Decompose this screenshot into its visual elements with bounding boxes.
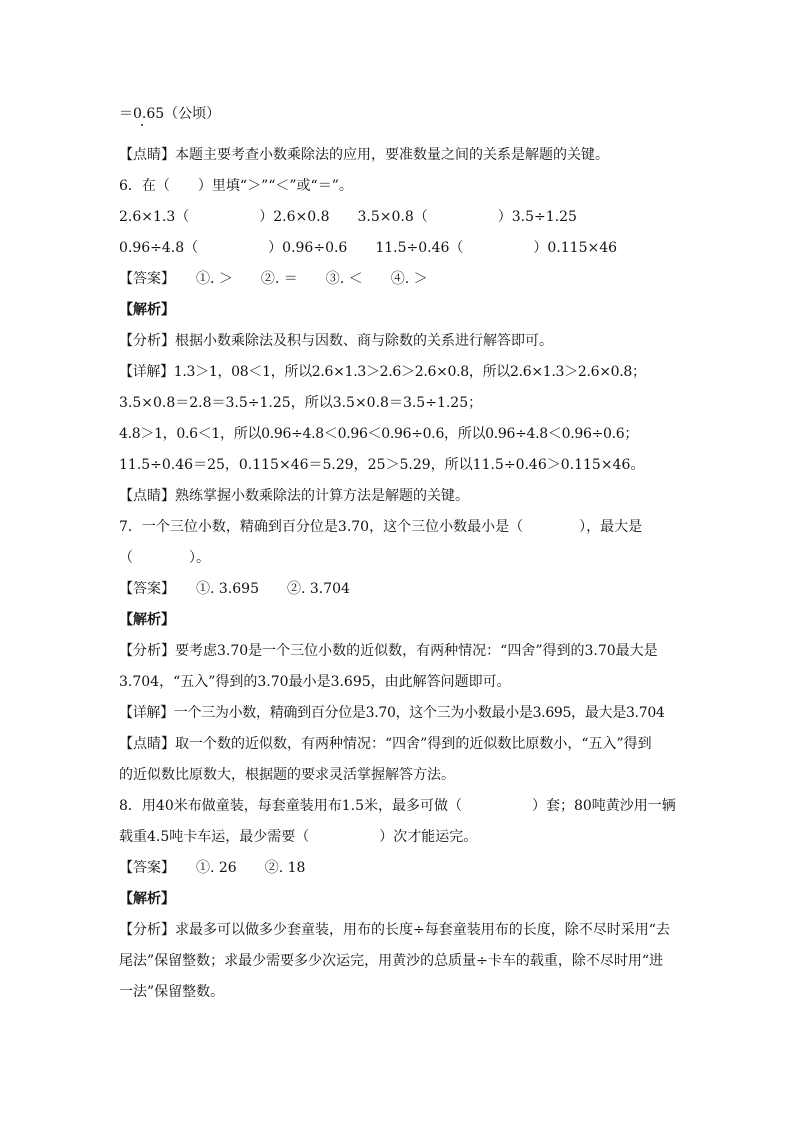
- line-key-point: 【点睛】本题主要考查小数乘除法的应用，要准数量之间的关系是解题的关键。: [119, 147, 609, 163]
- line-result: ＝0.65（公顷）: [119, 106, 221, 122]
- line-q8-analysis-1: 【分析】求最多可以做多少套童装，用布的长度÷每套童装用布的长度，除不尽时采用“去: [119, 922, 670, 938]
- line-q6-detail-2: 3.5×0.8＝2.8＝3.5÷1.25，所以3.5×0.8＝3.5÷1.25；: [119, 395, 483, 411]
- line-q7-analysis-1: 【分析】要考虑3.70是一个三位小数的近似数，有两种情况：“四舍”得到的3.70最大是: [119, 643, 658, 659]
- line-question-8: 8．用40米布做童装，每套童装用布1.5米，最多可做（ ）套；80吨黄沙用一辆: [119, 798, 676, 814]
- line-question-6: 6．在（ ）里填“＞”“＜”或“＝”。: [119, 178, 353, 194]
- line-q6-detail-4: 11.5÷0.46＝25，0.115×46＝5.29，25＞5.29，所以11.5÷0.46＞0.115×46。: [119, 457, 645, 473]
- line-q6-row-1: 2.6×1.3（ ）2.6×0.8 3.5×0.8（ ）3.5÷1.25: [119, 209, 577, 225]
- line-q6-key-point: 【点睛】熟练掌握小数乘除法的计算方法是解题的关键。: [119, 488, 469, 504]
- line-q8-analysis-heading: 【解析】: [119, 891, 175, 907]
- line-q7-analysis-heading: 【解析】: [119, 612, 175, 628]
- line-q6-detail-3: 4.8＞1，0.6＜1，所以0.96÷4.8＜0.96＜0.96÷0.6，所以0.96÷4.8＜0.96÷0.6；: [119, 426, 639, 442]
- line-q6-row-2: 0.96÷4.8（ ）0.96÷0.6 11.5÷0.46（ ）0.115×46: [119, 240, 618, 256]
- line-q8-analysis-3: 一法”保留整数。: [119, 984, 225, 1000]
- line-question-8-cont: 载重4.5吨卡车运，最少需要（ ）次才能运完。: [119, 829, 478, 845]
- line-q8-answer: 【答案】 ①. 26 ②. 18: [119, 860, 306, 876]
- line-q7-answer: 【答案】 ①. 3.695 ②. 3.704: [119, 581, 350, 597]
- line-q6-analysis-heading: 【解析】: [119, 302, 175, 318]
- line-q7-detail: 【详解】一个三为小数，精确到百分位是3.70，这个三为小数最小是3.695，最大是3.704: [119, 705, 665, 721]
- line-question-7-cont: （ ）。: [119, 550, 210, 566]
- line-q6-detail-1: 【详解】1.3＞1，08＜1，所以2.6×1.3＞2.6＞2.6×0.8，所以2.6×1.3＞2.6×0.8；: [119, 364, 646, 380]
- line-q7-analysis-2: 3.704，“五入”得到的3.70最小是3.695，由此解答问题即可。: [119, 674, 511, 690]
- stray-dot: [141, 124, 143, 126]
- line-q6-analysis: 【分析】根据小数乘除法及积与因数、商与除数的关系进行解答即可。: [119, 333, 553, 349]
- line-q8-analysis-2: 尾法”保留整数；求最少需要多少次运完，用黄沙的总质量÷卡车的载重，除不尽时用“进: [119, 953, 664, 969]
- line-q7-key-point-1: 【点睛】取一个数的近似数，有两种情况：“四舍”得到的近似数比原数小，“五入”得到: [119, 736, 652, 752]
- line-question-7: 7．一个三位小数，精确到百分位是3.70，这个三位小数最小是（ ），最大是: [119, 519, 643, 535]
- line-q7-key-point-2: 的近似数比原数大，根据题的要求灵活掌握解答方法。: [119, 767, 455, 783]
- line-q6-answer: 【答案】 ①. ＞ ②. ＝ ③. ＜ ④. ＞: [119, 271, 428, 287]
